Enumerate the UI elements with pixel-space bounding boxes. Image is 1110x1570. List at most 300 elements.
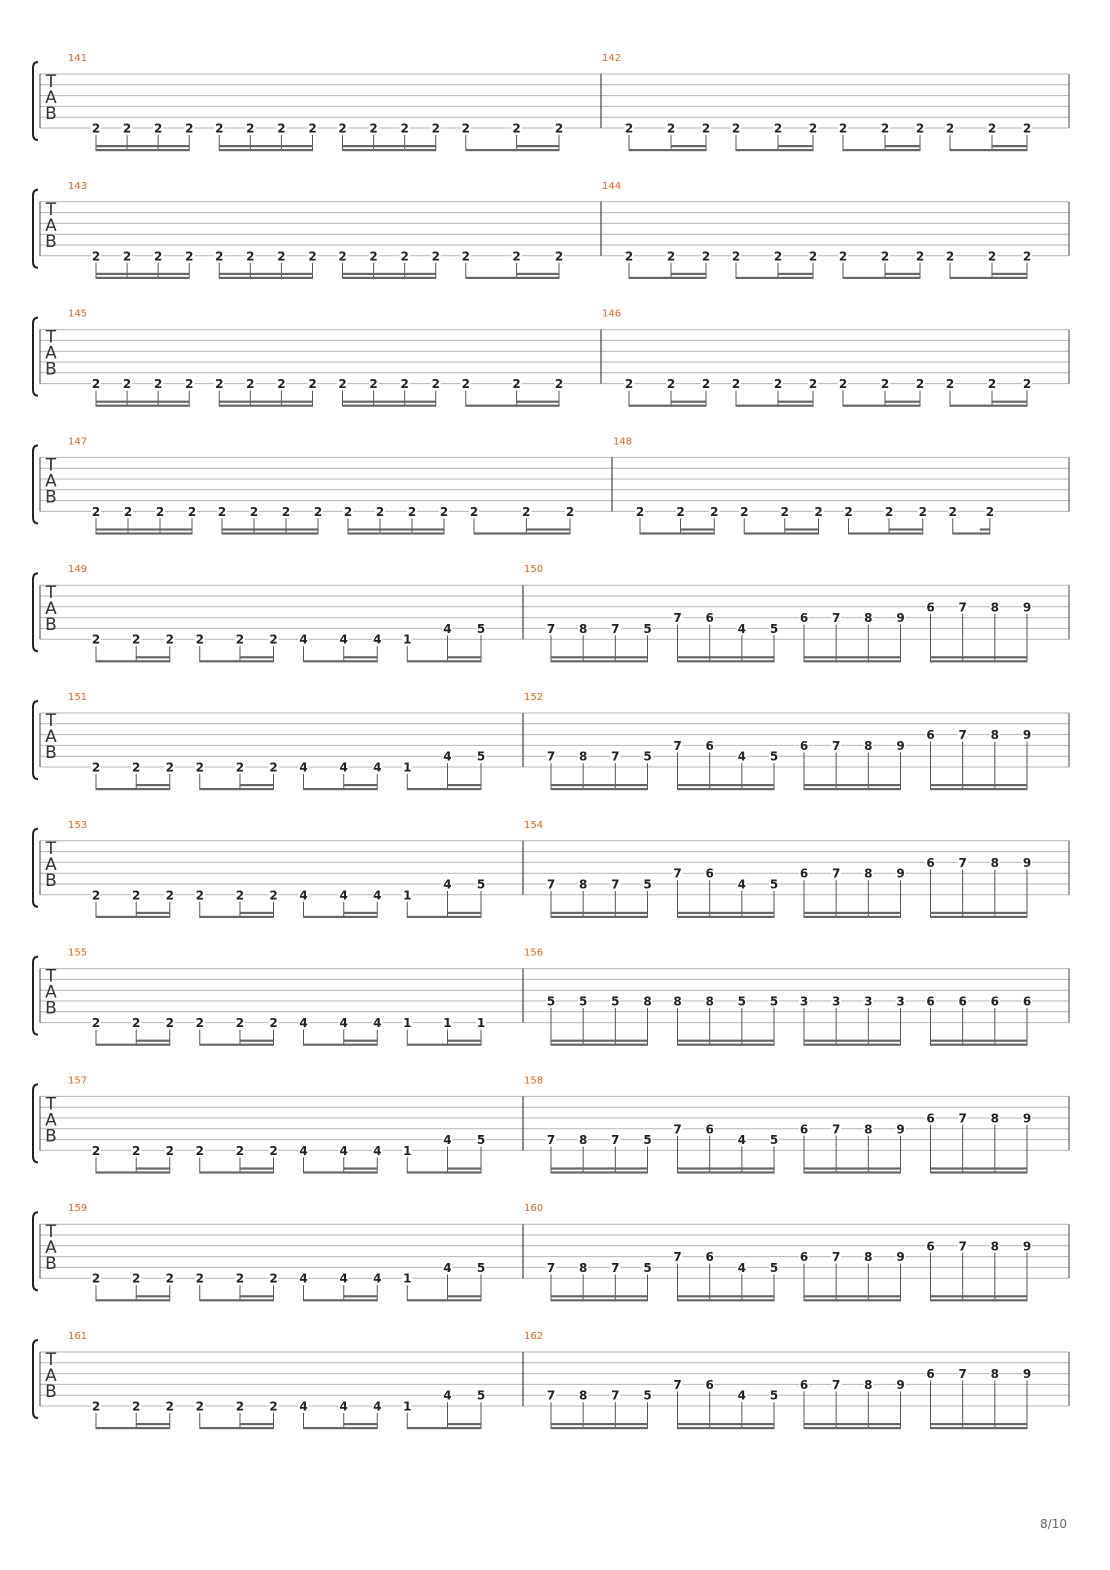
fret-number: 4 <box>443 877 452 892</box>
fret-number: 4 <box>373 760 382 775</box>
fret-number: 2 <box>91 249 101 264</box>
beam-secondary <box>219 145 312 147</box>
system-bracket <box>33 1084 38 1162</box>
fret-number: 2 <box>624 377 634 392</box>
system-bracket <box>33 957 38 1035</box>
fret-number: 9 <box>896 1377 905 1392</box>
fret-number: 1 <box>476 1016 486 1031</box>
measure-number: 146 <box>602 308 622 320</box>
system-bracket <box>33 1340 38 1418</box>
beam-primary <box>96 916 170 918</box>
fret-number: 2 <box>407 504 417 519</box>
beam-secondary <box>804 1167 901 1169</box>
beam-primary <box>304 1427 378 1429</box>
fret-number: 7 <box>673 1122 682 1137</box>
beam-primary <box>931 1299 1028 1301</box>
fret-number: 7 <box>546 1388 556 1403</box>
fret-number: 2 <box>269 1399 278 1414</box>
fret-number: 2 <box>122 377 132 392</box>
beam-secondary <box>219 273 312 275</box>
fret-number: 7 <box>831 738 841 753</box>
fret-number: 2 <box>91 504 101 519</box>
fret-number: 2 <box>624 121 634 136</box>
fret-number: 2 <box>195 1143 204 1158</box>
fret-number: 2 <box>676 504 685 519</box>
fret-number: 5 <box>476 1388 486 1403</box>
fret-number: 9 <box>1022 728 1032 743</box>
beam-secondary <box>885 273 920 275</box>
fret-number: 2 <box>400 249 409 264</box>
beam-secondary <box>678 1423 775 1425</box>
fret-number: 2 <box>338 249 347 264</box>
fret-number: 4 <box>373 888 382 903</box>
fret-number: 4 <box>299 1399 308 1414</box>
fret-number: 9 <box>896 1250 905 1265</box>
fret-number: 4 <box>443 749 452 764</box>
tab-clef-letter: B <box>45 1126 57 1147</box>
fret-number: 6 <box>705 1377 714 1392</box>
fret-number: 2 <box>624 249 634 264</box>
fret-number: 2 <box>838 121 848 136</box>
beam-secondary <box>136 1167 170 1169</box>
fret-number: 5 <box>476 877 486 892</box>
fret-number: 2 <box>235 1271 245 1286</box>
beam-primary <box>304 1044 378 1046</box>
fret-number: 2 <box>235 760 245 775</box>
beam-primary <box>200 1427 274 1429</box>
fret-number: 5 <box>643 749 652 764</box>
page-number: 8/10 <box>1040 1517 1067 1531</box>
fret-number: 2 <box>731 121 741 136</box>
measure-number: 160 <box>524 1203 544 1215</box>
beam-primary <box>804 916 901 918</box>
beam-primary <box>953 532 990 534</box>
beam-primary <box>744 532 818 534</box>
fret-number: 2 <box>400 121 409 136</box>
beam-secondary <box>447 656 481 658</box>
beam-primary <box>804 788 901 790</box>
fret-number: 6 <box>926 728 935 743</box>
fret-number: 5 <box>643 1388 652 1403</box>
measure-number: 143 <box>68 180 88 192</box>
fret-number: 2 <box>165 1143 174 1158</box>
fret-number: 7 <box>611 621 620 636</box>
fret-number: 5 <box>769 621 779 636</box>
fret-number: 2 <box>277 249 286 264</box>
fret-number: 8 <box>643 994 652 1009</box>
fret-number: 5 <box>769 749 779 764</box>
beam-secondary <box>551 1040 648 1042</box>
fret-number: 2 <box>132 760 141 775</box>
beam-secondary <box>931 912 1028 914</box>
fret-number: 7 <box>958 728 967 743</box>
fret-number: 8 <box>864 1250 873 1265</box>
fret-number: 4 <box>299 760 308 775</box>
fret-number: 8 <box>578 1133 588 1148</box>
beam-secondary <box>136 1040 170 1042</box>
beam-secondary <box>551 1295 648 1297</box>
fret-number: 4 <box>339 1271 348 1286</box>
fret-number: 4 <box>299 1143 308 1158</box>
beam-primary <box>950 405 1027 407</box>
beam-primary <box>678 660 775 662</box>
fret-number: 2 <box>269 1143 278 1158</box>
beam-secondary <box>136 1423 170 1425</box>
fret-number: 7 <box>546 749 556 764</box>
fret-number: 4 <box>373 1399 382 1414</box>
beam-secondary <box>447 784 481 786</box>
fret-number: 4 <box>443 621 452 636</box>
fret-number: 2 <box>731 249 741 264</box>
fret-number: 2 <box>269 1271 278 1286</box>
fret-number: 2 <box>565 504 575 519</box>
fret-number: 2 <box>165 760 174 775</box>
fret-number: 2 <box>91 1271 101 1286</box>
fret-number: 8 <box>578 749 588 764</box>
fret-number: 2 <box>235 1143 245 1158</box>
beam-primary <box>407 1299 481 1301</box>
fret-number: 2 <box>554 377 564 392</box>
beam-secondary <box>804 912 901 914</box>
fret-number: 2 <box>1022 121 1032 136</box>
beam-primary <box>629 277 706 279</box>
beam-primary <box>736 149 813 151</box>
fret-number: 2 <box>91 888 101 903</box>
fret-number: 8 <box>990 1367 1000 1382</box>
beam-secondary <box>678 656 775 658</box>
beam-secondary <box>344 784 378 786</box>
fret-number: 6 <box>958 994 967 1009</box>
fret-number: 4 <box>299 632 308 647</box>
tab-clef-letter: A <box>45 599 57 620</box>
fret-number: 6 <box>926 1111 935 1126</box>
beam-primary <box>551 1427 648 1429</box>
fret-number: 4 <box>339 888 348 903</box>
beam-primary <box>950 149 1027 151</box>
fret-number: 5 <box>643 1260 652 1275</box>
tab-clef-letter: T <box>45 711 57 731</box>
system-bracket <box>33 573 38 651</box>
beam-primary <box>736 405 813 407</box>
fret-number: 9 <box>896 738 905 753</box>
beam-secondary <box>885 145 920 147</box>
fret-number: 2 <box>165 888 174 903</box>
measure-number: 161 <box>68 1331 88 1342</box>
beam-primary <box>804 1171 901 1173</box>
fret-number: 8 <box>990 728 1000 743</box>
measure-number: 151 <box>68 692 88 703</box>
beam-primary <box>200 916 274 918</box>
fret-number: 4 <box>299 1271 308 1286</box>
fret-number: 2 <box>313 504 323 519</box>
fret-number: 6 <box>705 866 714 881</box>
fret-number: 3 <box>831 994 841 1009</box>
fret-number: 8 <box>864 611 873 626</box>
tab-clef-letter: A <box>45 215 57 236</box>
fret-number: 4 <box>339 1143 348 1158</box>
beam-secondary <box>240 1040 274 1042</box>
fret-number: 2 <box>91 1399 101 1414</box>
fret-number: 2 <box>431 121 440 136</box>
fret-number: 4 <box>737 621 747 636</box>
fret-number: 2 <box>439 504 449 519</box>
beam-primary <box>678 1044 775 1046</box>
fret-number: 8 <box>864 1122 873 1137</box>
fret-number: 2 <box>195 632 204 647</box>
tab-clef-letter: T <box>45 72 57 92</box>
fret-number: 2 <box>217 504 227 519</box>
beam-primary <box>640 532 714 534</box>
beam-secondary <box>344 1040 378 1042</box>
fret-number: 6 <box>990 994 1000 1009</box>
beam-primary <box>407 660 481 662</box>
beam-secondary <box>240 1167 274 1169</box>
fret-number: 2 <box>880 377 890 392</box>
tab-clef-letter: B <box>45 870 57 891</box>
beam-primary <box>407 788 481 790</box>
fret-number: 2 <box>246 249 255 264</box>
tab-clef-letter: A <box>45 727 57 747</box>
beam-primary <box>551 1044 648 1046</box>
fret-number: 2 <box>338 377 347 392</box>
system-bracket <box>33 190 38 268</box>
fret-number: 2 <box>915 377 925 392</box>
fret-number: 2 <box>195 888 204 903</box>
fret-number: 7 <box>611 1133 620 1148</box>
fret-number: 3 <box>799 994 809 1009</box>
fret-number: 1 <box>403 632 412 647</box>
fret-number: 4 <box>737 877 747 892</box>
fret-number: 4 <box>339 632 348 647</box>
fret-number: 2 <box>369 249 378 264</box>
beam-secondary <box>240 1295 274 1297</box>
fret-number: 4 <box>737 1388 747 1403</box>
beam-primary <box>407 916 481 918</box>
fret-number: 4 <box>443 1260 452 1275</box>
fret-number: 2 <box>773 249 783 264</box>
fret-number: 9 <box>896 866 905 881</box>
fret-number: 5 <box>611 994 620 1009</box>
fret-number: 5 <box>769 1388 779 1403</box>
fret-number: 2 <box>808 121 818 136</box>
tab-clef-letter: T <box>45 838 57 859</box>
beam-primary <box>931 1044 1028 1046</box>
fret-number: 2 <box>838 377 848 392</box>
beam-secondary <box>785 528 819 530</box>
beam-primary <box>343 149 436 151</box>
tab-clef-letter: B <box>45 1382 57 1402</box>
fret-number: 5 <box>546 994 556 1009</box>
beam-primary <box>629 405 706 407</box>
beam-secondary <box>931 1295 1028 1297</box>
beam-primary <box>304 788 378 790</box>
measure-number: 147 <box>68 436 88 448</box>
measure-number: 155 <box>68 947 88 959</box>
beam-primary <box>466 149 559 151</box>
beam-secondary <box>240 1423 274 1425</box>
beam-primary <box>849 532 923 534</box>
fret-number: 9 <box>1022 1239 1032 1254</box>
fret-number: 7 <box>958 1111 967 1126</box>
fret-number: 6 <box>799 1122 809 1137</box>
fret-number: 2 <box>701 377 711 392</box>
fret-number: 2 <box>215 377 224 392</box>
fret-number: 9 <box>1022 1111 1032 1126</box>
measure-number: 158 <box>524 1075 544 1087</box>
fret-number: 2 <box>701 249 711 264</box>
fret-number: 4 <box>443 1133 452 1148</box>
beam-primary <box>222 532 318 534</box>
beam-primary <box>96 1299 170 1301</box>
beam-secondary <box>517 145 559 147</box>
fret-number: 5 <box>476 1133 486 1148</box>
fret-number: 2 <box>987 121 997 136</box>
beam-secondary <box>96 273 189 275</box>
fret-number: 2 <box>277 121 286 136</box>
tab-clef-letter: T <box>45 199 57 220</box>
fret-number: 2 <box>195 1271 204 1286</box>
beam-secondary <box>992 401 1027 403</box>
beam-primary <box>551 660 648 662</box>
fret-number: 2 <box>91 1143 101 1158</box>
fret-number: 2 <box>554 121 564 136</box>
fret-number: 8 <box>578 877 588 892</box>
fret-number: 4 <box>443 1388 452 1403</box>
measure-number: 156 <box>524 947 544 959</box>
beam-primary <box>348 532 444 534</box>
beam-primary <box>931 1171 1028 1173</box>
measure-number: 148 <box>613 436 633 448</box>
fret-number: 7 <box>546 1133 556 1148</box>
fret-number: 2 <box>308 121 317 136</box>
measure-number: 141 <box>68 53 88 64</box>
beam-primary <box>219 277 312 279</box>
fret-number: 2 <box>773 121 783 136</box>
tab-clef-letter: B <box>45 998 57 1019</box>
fret-number: 2 <box>987 377 997 392</box>
beam-secondary <box>136 784 170 786</box>
fret-number: 2 <box>123 504 133 519</box>
beam-secondary <box>678 1295 775 1297</box>
beam-primary <box>931 1427 1028 1429</box>
fret-number: 6 <box>799 611 809 626</box>
beam-secondary <box>136 656 170 658</box>
beam-primary <box>96 532 192 534</box>
tab-clef-letter: A <box>45 471 57 492</box>
measure-number: 162 <box>524 1331 544 1342</box>
fret-number: 2 <box>235 632 245 647</box>
fret-number: 2 <box>884 504 894 519</box>
fret-number: 6 <box>799 866 809 881</box>
fret-number: 2 <box>91 121 101 136</box>
beam-secondary <box>447 1423 481 1425</box>
fret-number: 6 <box>926 855 935 870</box>
beam-primary <box>96 660 170 662</box>
beam-secondary <box>992 145 1027 147</box>
beam-secondary <box>678 1167 775 1169</box>
beam-primary <box>466 405 559 407</box>
fret-number: 6 <box>926 994 935 1009</box>
fret-number: 9 <box>1022 855 1032 870</box>
fret-number: 8 <box>864 866 873 881</box>
fret-number: 2 <box>635 504 645 519</box>
fret-number: 7 <box>831 1250 841 1265</box>
measure-number: 144 <box>602 180 622 192</box>
fret-number: 1 <box>403 888 412 903</box>
tab-clef-letter: A <box>45 343 57 364</box>
beam-secondary <box>447 1040 481 1042</box>
fret-number: 2 <box>554 249 564 264</box>
fret-number: 2 <box>308 249 317 264</box>
fret-number: 2 <box>195 1399 204 1414</box>
fret-number: 2 <box>740 504 749 519</box>
fret-number: 2 <box>165 1016 174 1031</box>
fret-number: 2 <box>185 377 194 392</box>
fret-number: 8 <box>673 994 682 1009</box>
fret-number: 2 <box>215 249 224 264</box>
beam-primary <box>551 916 648 918</box>
beam-secondary <box>344 1167 378 1169</box>
fret-number: 2 <box>132 632 141 647</box>
tab-clef-letter: A <box>45 1238 57 1259</box>
fret-number: 2 <box>945 121 955 136</box>
fret-number: 2 <box>512 249 521 264</box>
fret-number: 2 <box>945 249 955 264</box>
fret-number: 6 <box>799 1377 809 1392</box>
beam-primary <box>931 660 1028 662</box>
beam-primary <box>551 788 648 790</box>
fret-number: 6 <box>926 600 935 615</box>
fret-number: 4 <box>373 1271 382 1286</box>
beam-secondary <box>931 1167 1028 1169</box>
fret-number: 2 <box>666 121 676 136</box>
fret-number: 2 <box>185 249 194 264</box>
beam-primary <box>931 916 1028 918</box>
fret-number: 4 <box>339 1399 348 1414</box>
beam-primary <box>96 149 189 151</box>
beam-secondary <box>517 273 559 275</box>
beam-primary <box>466 277 559 279</box>
beam-secondary <box>551 784 648 786</box>
fret-number: 9 <box>896 611 905 626</box>
beam-primary <box>678 788 775 790</box>
beam-secondary <box>678 784 775 786</box>
tab-clef-letter: T <box>45 1350 57 1370</box>
fret-number: 6 <box>799 1250 809 1265</box>
fret-number: 2 <box>235 1016 245 1031</box>
fret-number: 7 <box>958 1367 967 1382</box>
fret-number: 5 <box>578 994 588 1009</box>
fret-number: 2 <box>132 888 141 903</box>
fret-number: 5 <box>476 1260 486 1275</box>
fret-number: 2 <box>808 249 818 264</box>
beam-secondary <box>678 1040 775 1042</box>
fret-number: 1 <box>403 1143 412 1158</box>
fret-number: 6 <box>926 1367 935 1382</box>
fret-number: 5 <box>769 1260 779 1275</box>
beam-primary <box>96 1427 170 1429</box>
beam-secondary <box>222 528 318 530</box>
beam-secondary <box>343 273 436 275</box>
fret-number: 2 <box>91 1016 101 1031</box>
tab-clef-letter: A <box>45 1110 57 1131</box>
fret-number: 2 <box>773 377 783 392</box>
fret-number: 4 <box>737 749 747 764</box>
fret-number: 2 <box>701 121 711 136</box>
measure-number: 152 <box>524 692 544 703</box>
beam-secondary <box>240 656 274 658</box>
fret-number: 7 <box>673 1377 682 1392</box>
